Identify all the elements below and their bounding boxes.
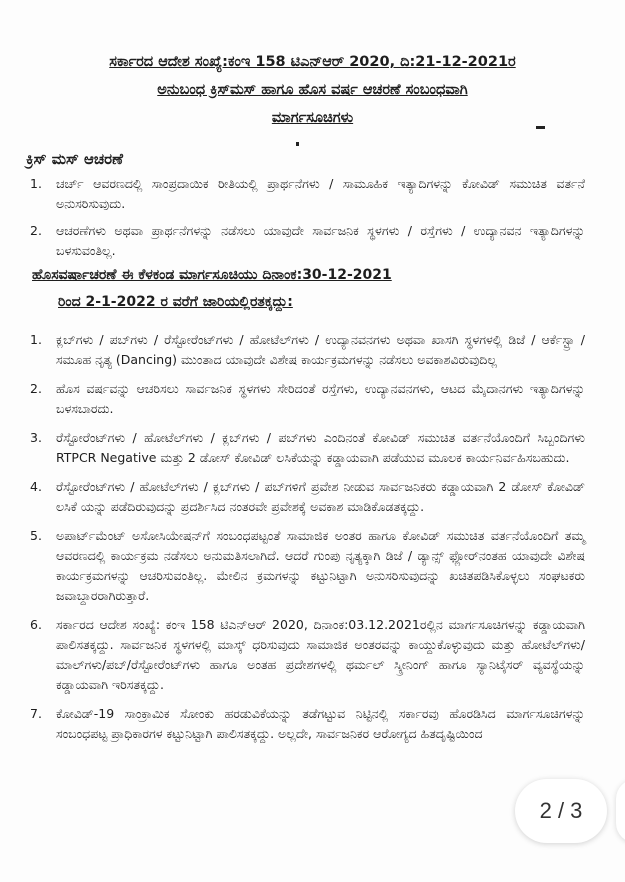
item-text: ಕ್ಲಬ್‌ಗಳು / ಪಬ್‌ಗಳು / ರೆಸ್ಟೋರೆಂಟ್‌ಗಳು / ಹೋಟೆಲ್‌ಗಳು / ಉದ್ಯಾನವನಗಳು ಅಥವಾ ಖಾಸಗಿ ಸ್ಥಳಗಳಲ್ಲಿ ಡಿಜೆ / ಆರ್ಕೆಸ್ಟ್ರಾ / ಸಮೂಹ ನೃತ್ಯ (Dancing) ಮುಂತಾದ ಯಾವುದೇ ವಿಶೇಷ ಕಾರ್ಯಕ್ರಮಗಳನ್ನು ನಡೆಸಲು ಅವಕಾಶವಿರುವುದಿಲ್ಲ	[56, 332, 585, 367]
item-text: ಚರ್ಚ್ ಆವರಣದಲ್ಲಿ ಸಾಂಪ್ರದಾಯಿಕ ರೀತಿಯಲ್ಲಿ ಪ್ರಾರ್ಥನೆಗಳು / ಸಾಮೂಹಿಕ ಇತ್ಯಾದಿಗಳನ್ನು ಕೋವಿಡ್ ಸಮುಚಿತ ವರ್ತನೆ ಅನುಸರಿಸುವುದು.	[56, 176, 585, 211]
list-item	[30, 704, 585, 744]
list-item	[30, 379, 585, 419]
item-text: ರೆಸ್ಟೋರೆಂಟ್‌ಗಳು / ಹೋಟೆಲ್‌ಗಳು / ಕ್ಲಬ್‌ಗಳು / ಪಬ್‌ಗಳು ಎಂದಿನಂತೆ ಕೋವಿಡ್ ಸಮುಚಿತ ವರ್ತನೆಯೊಂದಿಗೆ ಸಿಬ್ಬಂದಿಗಳು RTPCR Negative ಮತ್ತು 2 ಡೋಸ್ ಕೋವಿಡ್ ಲಸಿಕೆಯನ್ನು ಕಡ್ಡಾಯವಾಗಿ ಪಡೆಯುವ ಮೂಲಕ ಕಾರ್ಯನಿರ್ವಹಿಸಬಹುದು.	[56, 430, 585, 465]
christmas-guidelines-list	[30, 174, 585, 268]
new-year-guidelines-list	[30, 330, 585, 753]
new-year-heading-line-1: ಹೊಸವರ್ಷಾಚರಣೆ ಈ ಕೆಳಕಂಡ ಮಾರ್ಗಸೂಚಿಯು ದಿನಾಂಕ:30-12-2021	[32, 267, 392, 283]
item-number: 1.	[30, 332, 42, 347]
item-number: 3.	[30, 430, 42, 445]
item-number: 2.	[30, 223, 42, 238]
scan-mark	[296, 142, 299, 146]
list-item	[30, 526, 585, 606]
next-page-peek[interactable]	[616, 779, 625, 843]
item-text: ಸರ್ಕಾರದ ಆದೇಶ ಸಂಖ್ಯೆ: ಕಂಇ 158 ಟಿಎನ್‌ಆರ್ 2020, ದಿನಾಂಕ:03.12.2021ರಲ್ಲಿನ ಮಾರ್ಗಸೂಚಿಗಳನ್ನು ಕಡ್ಡಾಯವಾಗಿ ಪಾಲಿಸತಕ್ಕದ್ದು. ಸಾರ್ವಜನಿಕ ಸ್ಥಳಗಳಲ್ಲಿ ಮಾಸ್ಕ್ ಧರಿಸುವುದು ಸಾಮಾಜಿಕ ಅಂತರವನ್ನು ಕಾಯ್ದುಕೊಳ್ಳುವುದು ಮತ್ತು ಹೋಟೆಲ್‌ಗಳು/ಮಾಲ್‌ಗಳು/ಪಬ್/ರೆಸ್ಟೋರೆಂಟ್‌ಗಳು ಹಾಗೂ ಅಂತಹ ಪ್ರದೇಶಗಳಲ್ಲಿ ಥರ್ಮಲ್ ಸ್ಕ್ರೀನಿಂಗ್ ಹಾಗೂ ಸ್ಯಾನಿಟೈಸರ್ ವ್ಯವಸ್ಥೆಯನ್ನು ಕಡ್ಡಾಯವಾಗಿ ಇರಿಸತಕ್ಕದ್ದು.	[56, 617, 585, 692]
title-line-3: ಮಾರ್ಗಸೂಚಿಗಳು	[271, 110, 354, 126]
list-item	[30, 174, 585, 214]
item-number: 2.	[30, 381, 42, 396]
new-year-heading-line-2: ರಿಂದ 2-1-2022 ರ ವರೆಗೆ ಜಾರಿಯಲ್ಲಿರತಕ್ಕದ್ದು:	[58, 294, 293, 310]
title-line-2: ಅನುಬಂಧ ಕ್ರಿಸ್‌ಮಸ್ ಹಾಗೂ ಹೊಸ ವರ್ಷ ಆಚರಣೆ ಸಂಬಂಧವಾಗಿ	[157, 82, 468, 98]
page-indicator: 2 / 3	[515, 779, 607, 843]
new-year-heading	[32, 262, 577, 316]
list-item	[30, 615, 585, 695]
item-text: ರೆಸ್ಟೋರೆಂಟ್‌ಗಳು / ಹೋಟೆಲ್‌ಗಳು / ಕ್ಲಬ್‌ಗಳು / ಪಬ್‌ಗಳಿಗೆ ಪ್ರವೇಶ ನೀಡುವ ಸಾರ್ವಜನಿಕರು ಕಡ್ಡಾಯವಾಗಿ 2 ಡೋಸ್ ಕೋವಿಡ್ ಲಸಿಕೆ ಯನ್ನು ಪಡೆದಿರುವುದನ್ನು ಪ್ರದರ್ಶಿಸಿದ ನಂತರವೇ ಪ್ರವೇಶಕ್ಕೆ ಅವಕಾಶ ಮಾಡಿಕೊಡತಕ್ಕದ್ದು.	[56, 479, 585, 514]
item-text: ಆಚರಣೆಗಳು ಅಥವಾ ಪ್ರಾರ್ಥನೆಗಳನ್ನು ನಡೆಸಲು ಯಾವುದೇ ಸಾರ್ವಜನಿಕ ಸ್ಥಳಗಳು / ರಸ್ತೆಗಳು / ಉದ್ಯಾನವನ ಇತ್ಯಾದಿಗಳನ್ನು ಬಳಸುವಂತಿಲ್ಲ.	[56, 223, 585, 258]
document-title	[20, 48, 605, 132]
list-item	[30, 221, 585, 261]
item-text: ಕೋವಿಡ್-19 ಸಾಂಕ್ರಾಮಿಕ ಸೋಂಕು ಹರಡುವಿಕೆಯನ್ನು ತಡೆಗಟ್ಟುವ ನಿಟ್ಟಿನಲ್ಲಿ ಸರ್ಕಾರವು ಹೊರಡಿಸಿದ ಮಾರ್ಗಸೂಚಿಗಳನ್ನು ಸಂಬಂಧಪಟ್ಟ ಪ್ರಾಧಿಕಾರಗಳ ಕಟ್ಟುನಿಟ್ಟಾಗಿ ಪಾಲಿಸತಕ್ಕದ್ದು. ಅಲ್ಲದೇ, ಸಾರ್ವಜನಿಕರ ಆರೋಗ್ಯದ ಹಿತದೃಷ್ಟಿಯಿಂದ	[56, 706, 585, 741]
list-item	[30, 428, 585, 468]
scan-mark	[536, 126, 545, 129]
item-number: 7.	[30, 706, 42, 721]
title-line-1: ಸರ್ಕಾರದ ಆದೇಶ ಸಂಖ್ಯೆ:ಕಂಇ 158 ಟಿಎನ್‌ಆರ್ 2020, ದಿ:21-12-2021ರ	[109, 54, 516, 70]
christmas-heading: ಕ್ರಿಸ್ ಮಸ್ ಆಚರಣೆ	[26, 150, 124, 168]
item-number: 6.	[30, 617, 42, 632]
item-number: 4.	[30, 479, 42, 494]
list-item	[30, 330, 585, 370]
item-text: ಹೊಸ ವರ್ಷವನ್ನು ಆಚರಿಸಲು ಸಾರ್ವಜನಿಕ ಸ್ಥಳಗಳು ಸೇರಿದಂತೆ ರಸ್ತೆಗಳು, ಉದ್ಯಾನವನಗಳು, ಆಟದ ಮೈದಾನಗಳು ಇತ್ಯಾದಿಗಳನ್ನು ಬಳಸಬಾರದು.	[56, 381, 585, 416]
item-number: 5.	[30, 528, 42, 543]
item-text: ಅಪಾರ್ಟ್‌ಮೆಂಟ್ ಅಸೋಸಿಯೇಷನ್‌ಗೆ ಸಂಬಂಧಪಟ್ಟಂತೆ ಸಾಮಾಜಿಕ ಅಂತರ ಹಾಗೂ ಕೋವಿಡ್ ಸಮುಚಿತ ವರ್ತನೆಯೊಂದಿಗೆ ತಮ್ಮ ಆವರಣದಲ್ಲಿ ಕಾರ್ಯಕ್ರಮ ನಡೆಸಲು ಅನುಮತಿಸಲಾಗಿದೆ. ಆದರೆ ಗುಂಪು ನೃತ್ಯಕ್ಕಾಗಿ ಡಿಜೆ / ಡ್ಯಾನ್ಸ್ ಫ್ಲೋರ್‌ನಂತಹ ಯಾವುದೇ ವಿಶೇಷ ಕಾರ್ಯಕ್ರಮಗಳನ್ನು ಆಚರಿಸುವಂತಿಲ್ಲ. ಮೇಲಿನ ಕ್ರಮಗಳನ್ನು ಕಟ್ಟುನಿಟ್ಟಾಗಿ ಅನುಸರಿಸುವುದನ್ನು ಖಚಿತಪಡಿಸಿಕೊಳ್ಳಲು ಸಂಘಟಕರು ಜವಾಬ್ದಾರರಾಗಿರುತ್ತಾರೆ.	[56, 528, 585, 603]
item-number: 1.	[30, 176, 42, 191]
list-item	[30, 477, 585, 517]
